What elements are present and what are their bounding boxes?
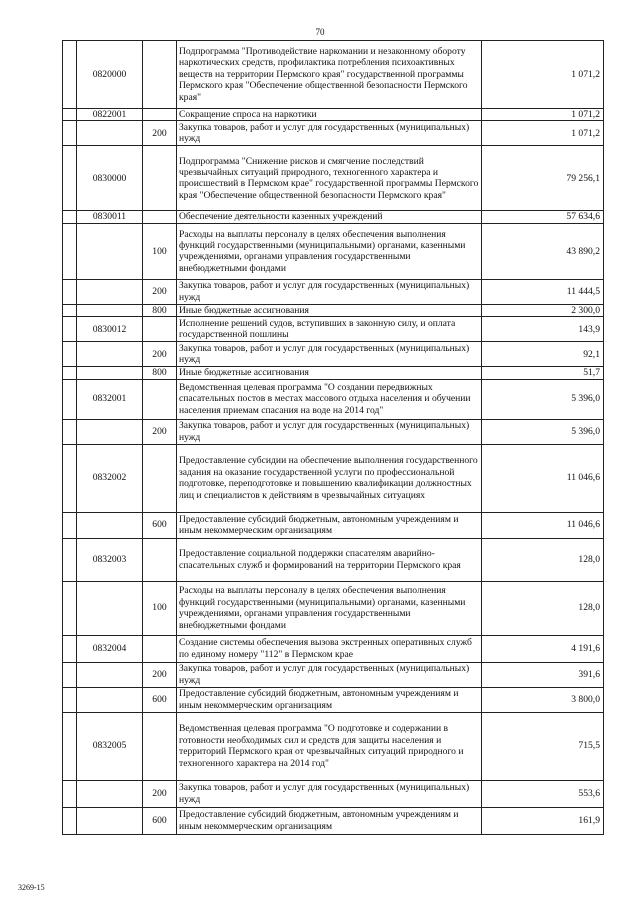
table-row [63,342,604,367]
blank-cell [63,109,77,121]
expense-type-cell [143,41,177,109]
footer-document-code: 3269-15 [18,883,45,892]
table-row [63,419,604,444]
code-cell: 0822001 [77,109,143,121]
expense-type-cell [143,635,177,662]
table-row [63,807,604,834]
code-cell [77,223,143,279]
description-cell: Предоставление субсидий бюджетным, автономным учреждениям и иным некоммерческим организациям [177,687,482,712]
code-cell: 0830012 [77,317,143,342]
amount-cell: 79 256,1 [482,146,604,211]
amount-cell: 3 800,0 [482,687,604,712]
code-cell: 0832004 [77,635,143,662]
table-row [63,635,604,662]
description-cell: Иные бюджетные ассигнования [177,367,482,379]
blank-cell [63,121,77,146]
code-cell [77,581,143,635]
amount-cell: 51,7 [482,367,604,379]
blank-cell [63,146,77,211]
table-row [63,146,604,211]
description-cell: Подпрограмма "Снижение рисков и смягчение последствий чрезвычайных ситуаций природного, техногенного характера и происшествий в Пермском крае" государственной программы Пермского края "Обеспечение общественной безопасности Пермского края" [177,146,482,211]
table-row [63,712,604,780]
blank-cell [63,581,77,635]
table-row [63,444,604,512]
amount-cell: 553,6 [482,780,604,807]
code-cell [77,512,143,538]
expense-type-cell [143,379,177,419]
table-row [63,367,604,379]
table-row [63,223,604,279]
blank-cell [63,317,77,342]
expense-type-cell [143,317,177,342]
amount-cell: 1 071,2 [482,121,604,146]
description-cell: Предоставление субсидий бюджетным, автономным учреждениям и иным некоммерческим организациям [177,512,482,538]
code-cell [77,279,143,304]
amount-cell: 11 046,6 [482,444,604,512]
code-cell: 0830000 [77,146,143,211]
amount-cell: 11 444,5 [482,279,604,304]
code-cell [77,662,143,687]
amount-cell: 57 634,6 [482,211,604,223]
expense-type-cell: 100 [143,223,177,279]
description-cell: Закупка товаров, работ и услуг для государственных (муниципальных) нужд [177,419,482,444]
expense-type-cell [143,211,177,223]
amount-cell: 128,0 [482,538,604,581]
description-cell: Ведомственная целевая программа "О создании передвижных спасательных постов в местах массового отдыха населения и обучении населения приемам спасания на воде на 2014 год" [177,379,482,419]
description-cell: Закупка товаров, работ и услуг для государственных (муниципальных) нужд [177,342,482,367]
amount-cell: 11 046,6 [482,512,604,538]
table-row [63,211,604,223]
description-cell: Ведомственная целевая программа "О подготовке и содержании в готовности необходимых сил и средств для защиты населения и территорий Пермского края от чрезвычайных ситуаций природного и техногенного характера на 2014 год" [177,712,482,780]
blank-cell [63,419,77,444]
amount-cell: 128,0 [482,581,604,635]
code-cell [77,807,143,834]
code-cell: 0832003 [77,538,143,581]
code-cell: 0830011 [77,211,143,223]
expense-type-cell [143,109,177,121]
expense-type-cell: 800 [143,367,177,379]
table-row [63,512,604,538]
blank-cell [63,444,77,512]
expense-type-cell: 200 [143,662,177,687]
blank-cell [63,342,77,367]
blank-cell [63,211,77,223]
amount-cell: 5 396,0 [482,419,604,444]
code-cell [77,342,143,367]
description-cell: Сокращение спроса на наркотики [177,109,482,121]
amount-cell: 161,9 [482,807,604,834]
expense-type-cell [143,444,177,512]
description-cell: Создание системы обеспечения вызова экстренных оперативных служб по единому номеру "112" в Пермском крае [177,635,482,662]
table-row [63,379,604,419]
expense-type-cell [143,712,177,780]
table-row [63,121,604,146]
description-cell: Закупка товаров, работ и услуг для государственных (муниципальных) нужд [177,780,482,807]
blank-cell [63,687,77,712]
expense-type-cell: 200 [143,121,177,146]
amount-cell: 43 890,2 [482,223,604,279]
blank-cell [63,41,77,109]
code-cell [77,121,143,146]
blank-cell [63,512,77,538]
table-row [63,109,604,121]
blank-cell [63,635,77,662]
code-cell [77,304,143,316]
code-cell [77,780,143,807]
code-cell: 0832001 [77,379,143,419]
blank-cell [63,379,77,419]
table-row [63,279,604,304]
blank-cell [63,712,77,780]
table-row [63,304,604,316]
description-cell: Расходы на выплаты персоналу в целях обеспечения выполнения функций государственными (муниципальными) органами, казенными учреждениями, органами управления государственными внебюджетными фондами [177,581,482,635]
description-cell: Предоставление субсидий бюджетным, автономным учреждениям и иным некоммерческим организациям [177,807,482,834]
code-cell: 0820000 [77,41,143,109]
table-row [63,780,604,807]
blank-cell [63,223,77,279]
amount-cell: 4 191,6 [482,635,604,662]
code-cell: 0832005 [77,712,143,780]
description-cell: Подпрограмма "Противодействие наркомании и незаконному обороту наркотических средств, профилактика потребления психоактивных веществ на территории Пермского края" государственной программы Пермского края "Обеспечение общественной безопасности Пермского края" [177,41,482,109]
expense-type-cell: 800 [143,304,177,316]
description-cell: Закупка товаров, работ и услуг для государственных (муниципальных) нужд [177,279,482,304]
blank-cell [63,662,77,687]
blank-cell [63,367,77,379]
description-cell: Предоставление социальной поддержки спасателям аварийно-спасательных служб и формирований на территории Пермского края [177,538,482,581]
description-cell: Закупка товаров, работ и услуг для государственных (муниципальных) нужд [177,662,482,687]
table-row [63,41,604,109]
description-cell: Расходы на выплаты персоналу в целях обеспечения выполнения функций государственными (муниципальными) органами, казенными учреждениями, органами управления государственными внебюджетными фондами [177,223,482,279]
blank-cell [63,538,77,581]
blank-cell [63,807,77,834]
description-cell: Закупка товаров, работ и услуг для государственных (муниципальных) нужд [177,121,482,146]
expense-type-cell: 200 [143,419,177,444]
amount-cell: 92,1 [482,342,604,367]
blank-cell [63,304,77,316]
expense-type-cell [143,146,177,211]
blank-cell [63,279,77,304]
table-row [63,687,604,712]
expense-type-cell: 200 [143,780,177,807]
page-number: 70 [315,27,325,37]
amount-cell: 1 071,2 [482,109,604,121]
expense-type-cell: 600 [143,687,177,712]
description-cell: Обеспечение деятельности казенных учреждений [177,211,482,223]
description-cell: Предоставление субсидии на обеспечение выполнения государственного задания на оказание государственной услуги по профессиональной подготовке, переподготовке и повышению квалификации должностных лиц и специалистов к действиям в чрезвычайных ситуациях [177,444,482,512]
table-row [63,581,604,635]
table-row [63,317,604,342]
amount-cell: 143,9 [482,317,604,342]
expense-type-cell: 200 [143,279,177,304]
expense-type-cell [143,538,177,581]
code-cell [77,367,143,379]
code-cell: 0832002 [77,444,143,512]
expense-type-cell: 600 [143,512,177,538]
expense-type-cell: 200 [143,342,177,367]
code-cell [77,687,143,712]
blank-cell [63,780,77,807]
expense-type-cell: 600 [143,807,177,834]
amount-cell: 715,5 [482,712,604,780]
amount-cell: 5 396,0 [482,379,604,419]
description-cell: Исполнение решений судов, вступивших в законную силу, и оплата государственной пошлины [177,317,482,342]
description-cell: Иные бюджетные ассигнования [177,304,482,316]
code-cell [77,419,143,444]
table-row [63,662,604,687]
amount-cell: 1 071,2 [482,41,604,109]
expense-type-cell: 100 [143,581,177,635]
budget-table [62,40,604,835]
amount-cell: 2 300,0 [482,304,604,316]
table-row [63,538,604,581]
amount-cell: 391,6 [482,662,604,687]
